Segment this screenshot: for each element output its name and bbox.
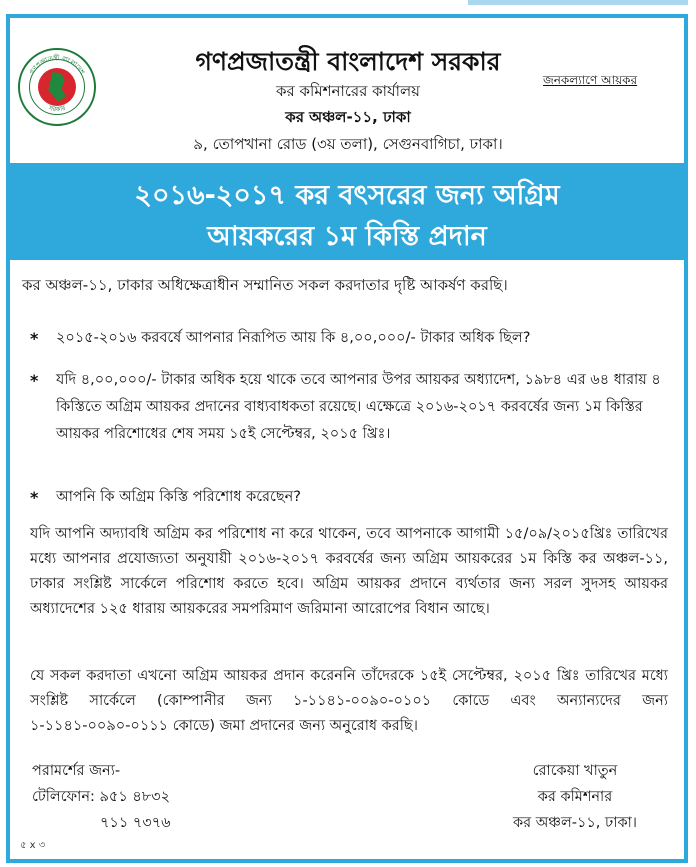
top-strip-bar <box>468 0 688 5</box>
zone-title: কর অঞ্চল-১১, ঢাকা <box>285 108 411 126</box>
slogan: জনকল্যাণে আয়কর <box>543 73 638 87</box>
signer-title: কর কমিশনার <box>537 789 613 805</box>
banner-line-2: আয়করের ১ম কিস্তি প্রদান <box>207 221 487 252</box>
asterisk-icon: * <box>30 329 39 348</box>
asterisk-icon: * <box>30 371 39 390</box>
headline-banner <box>10 163 684 260</box>
paragraph-payment-deadline: যদি আপনি অদ্যাবধি অগ্রিম কর পরিশোধ না করে থাকেন, তবে আপনাকে আগামী ১৫/০৯/২০১৫খ্রিঃ তারিখের মধ্যে আপনার প্রযোজ্যতা অনুযায়ী ২০১৬-২০১৭ করবর্ষের জন্য অগ্রিম আয়করের ১ম কিস্তি কর অঞ্চল-১১, ঢাকার সংশ্লিষ্ট সার্কেলে পরিশোধ করতে হবে। অগ্রিম আয়কর প্রদানে ব্যর্থতার জন্য সরল সুদসহ আয়কর অধ্যাদেশের ১২৫ ধারায় আয়করের সমপরিমাণ জরিমানা আরোপের বিধান আছে। <box>30 526 668 617</box>
government-title: গণপ্রজাতন্ত্রী বাংলাদেশ সরকার <box>195 47 501 76</box>
signer-name: রোকেয়া খাতুন <box>532 763 618 779</box>
emblem-top-text: গণপ্রজাতন্ত্রী বাংলাদেশ <box>27 53 87 76</box>
paragraph-request: যে সকল করদাতা এখনো অগ্রিম আয়কর প্রদান করেননি তাঁদেরকে ১৫ই সেপ্টেম্বর, ২০১৫ খ্রিঃ তারিখের মধ্যে সংশ্লিষ্ট সার্কেলে (কোম্পানীর জন্য ১-১১৪১-০০৯০-০১০১ কোডে এবং অন্যান্যদের জন্য ১-১১৪১-০০৯০-০১১১ কোডে) জমা প্রদানের জন্য অনুরোধ করছি। <box>30 668 668 734</box>
phone-2: ৭১১ ৭৩৭৬ <box>100 815 171 831</box>
ad-size-code: ৫ x ৩ <box>20 840 46 851</box>
consult-label: পরামর্শের জন্য- <box>32 763 121 779</box>
banner-line-1: ২০১৬-২০১৭ কর বৎসরের জন্য অগ্রিম <box>134 180 560 211</box>
asterisk-icon: * <box>30 488 39 507</box>
office-title: কর কমিশনারের কার্যালয় <box>276 82 420 100</box>
top-strip <box>0 0 696 12</box>
bullet-text: ২০১৫-২০১৬ করবর্ষে আপনার নিরূপিত আয় কি ৪,০০,০০০/- টাকার অধিক ছিল? <box>56 330 531 346</box>
intro-text: কর অঞ্চল-১১, ঢাকার অধিক্ষেত্রাধীন সম্মানিত সকল করদাতার দৃষ্টি আকর্ষণ করছি। <box>22 276 508 294</box>
office-address: ৯, তোপখানা রোড (৩য় তলা), সেগুনবাগিচা, ঢাকা। <box>193 135 503 153</box>
signer-office: কর অঞ্চল-১১, ঢাকা। <box>513 815 637 831</box>
emblem-bottom-text: সরকার <box>47 103 67 114</box>
bullet-text: আপনি কি অগ্রিম কিস্তি পরিশোধ করেছেন? <box>56 489 301 505</box>
bullet-text: যদি ৪,০০,০০০/- টাকার অধিক হয়ে থাকে তবে আপনার উপর আয়কর অধ্যাদেশ, ১৯৮৪ এর ৬৪ ধারায় ৪ কিস্তিতে অগ্রিম আয়কর প্রদানের বাধ্যবাধকতা রয়েছে। এক্ষেত্রে ২০১৬-২০১৭ করবর্ষের জন্য ১ম কিস্তির আয়কর পরিশোধের শেষ সময় ১৫ই সেপ্টেম্বর, ২০১৫ খ্রিঃ। <box>56 372 661 442</box>
phone-1: টেলিফোন: ৯৫১ ৪৮৩২ <box>32 789 171 805</box>
